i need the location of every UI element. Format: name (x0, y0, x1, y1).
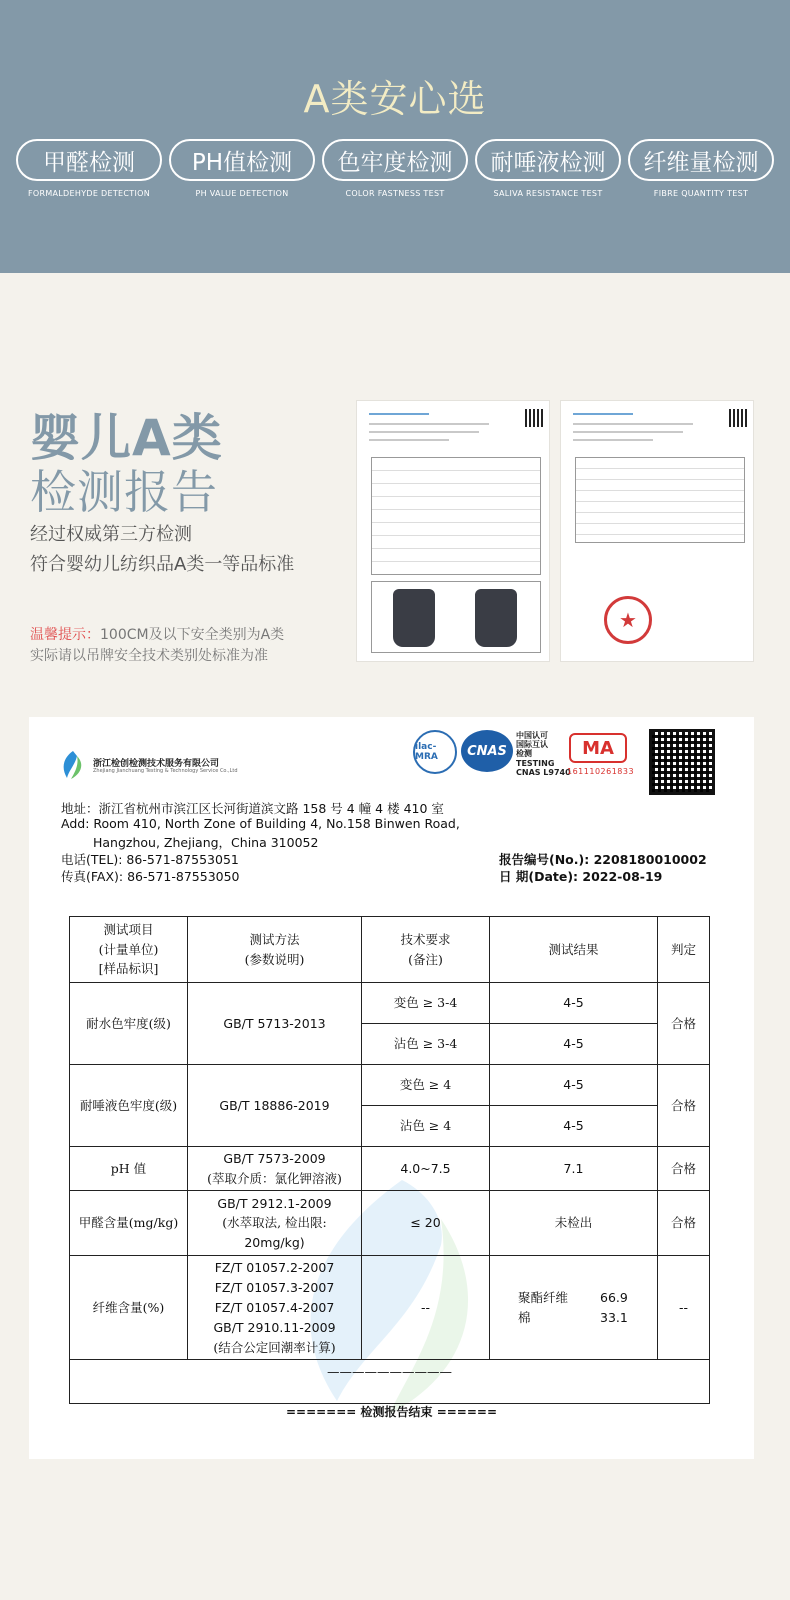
test-badge-sub: FIBRE QUANTITY TEST (653, 189, 749, 198)
cma-logo-icon: MA (569, 733, 627, 763)
pants-photo (393, 589, 435, 647)
header-result: 测试结果 (490, 917, 658, 983)
table-row: 甲醛含量(mg/kg) GB/T 2912.1-2009 (水萃取法, 检出限: 20mg/kg) ≤ 20 未检出 合格 (70, 1191, 710, 1256)
red-stamp-icon: ★ (604, 596, 652, 644)
warm-tip-label: 温馨提示： (30, 627, 100, 643)
address-en-2: Hangzhou, Zhejiang，China 310052 (93, 835, 319, 850)
address-cn: 地址：浙江省杭州市滨江区长河街道滨文路 158 号 4 幢 4 楼 410 室 (61, 801, 444, 816)
test-badge-sub: SALIVA RESISTANCE TEST (493, 189, 603, 198)
cnas-text: 中国认可 国际互认 检测 TESTING CNAS L9740 (516, 731, 571, 777)
warm-tip (30, 624, 284, 644)
report-thumbnail-2 (560, 400, 754, 662)
pants-photo (475, 589, 517, 647)
table-row: 纤维含量(%) FZ/T 01057.2-2007 FZ/T 01057.3-2007 FZ/T 01057.4-2007 GB/T 2910.11-2009 (结合公定回潮率计算) -- 聚酯纤维 66.9 棉 33.1 -- (70, 1256, 710, 1360)
results-table (69, 916, 710, 1404)
warm-tip-2: 实际请以吊牌安全技术类别处标准为准 (30, 648, 268, 664)
test-badge-color-fastness: 色牢度检测 (322, 139, 468, 181)
test-badge-fibre: 纤维量检测 (628, 139, 774, 181)
report-end: ======= 检测报告结束 ====== (285, 1405, 498, 1419)
table-row: 沾色 ≥ 4 4-5 (70, 1106, 710, 1147)
ilac-mra-logo-icon: ilac-MRA (413, 730, 457, 774)
header-method: 测试方法 (参数说明) (188, 917, 362, 983)
table-row: 耐唾液色牢度(级) GB/T 18886-2019 变色 ≥ 4 4-5 合格 (70, 1065, 710, 1106)
header-item: 测试项目 (计量单位) [样品标识] (70, 917, 188, 983)
header-verdict: 判定 (658, 917, 710, 983)
intro-heading-2: 检测报告 (30, 465, 218, 519)
test-badge-saliva: 耐唾液检测 (475, 139, 621, 181)
company-name: 浙江检创检测技术服务有限公司 (93, 759, 220, 769)
cnas-logo-icon: CNAS (461, 730, 513, 772)
address-en-1: Add: Room 410, North Zone of Building 4, No.158 Binwen Road, (61, 816, 460, 831)
qr-code-icon (649, 729, 715, 795)
report-number: 报告编号(No.): 2208180010002 (499, 852, 707, 867)
qr-code-icon (525, 409, 543, 427)
fax: 传真(FAX): 86-571-87553050 (61, 869, 240, 884)
header-band (0, 0, 790, 273)
company-name-en: Zhejiang Jianchuang Testing & Technology Service Co.,Ltd (93, 768, 238, 774)
company-logo-icon (59, 750, 85, 780)
report-date: 日 期(Date): 2022-08-19 (499, 869, 663, 884)
header-title: A类安心选 (303, 77, 487, 121)
report-thumbnail-1 (356, 400, 550, 662)
test-badge-sub: COLOR FASTNESS TEST (345, 189, 445, 198)
qr-code-icon (729, 409, 747, 427)
table-row: —————————— (70, 1360, 710, 1404)
table-header-row (70, 917, 710, 983)
intro-heading: 婴儿A类 (30, 409, 223, 467)
telephone: 电话(TEL): 86-571-87553051 (61, 852, 239, 867)
test-report (29, 717, 754, 1459)
test-badge-sub: FORMALDEHYDE DETECTION (27, 189, 151, 198)
table-row: 沾色 ≥ 3-4 4-5 (70, 1024, 710, 1065)
cma-number: 161110261833 (567, 767, 635, 776)
table-row: pH 值 GB/T 7573-2009 (萃取介质：氯化钾溶液) 4.0~7.5 7.1 合格 (70, 1147, 710, 1191)
test-badge-sub: PH VALUE DETECTION (195, 189, 289, 198)
test-badge-ph: PH值检测 (169, 139, 315, 181)
warm-tip-text: 100CM及以下安全类别为A类 (100, 627, 285, 643)
intro-desc-2: 符合婴幼儿纺织品A类一等品标准 (30, 554, 295, 575)
intro-desc: 经过权威第三方检测 (30, 524, 192, 545)
test-badge-formaldehyde: 甲醛检测 (16, 139, 162, 181)
table-row: 耐水色牢度(级) GB/T 5713-2013 变色 ≥ 3-4 4-5 合格 (70, 983, 710, 1024)
header-requirement: 技术要求 (备注) (362, 917, 490, 983)
